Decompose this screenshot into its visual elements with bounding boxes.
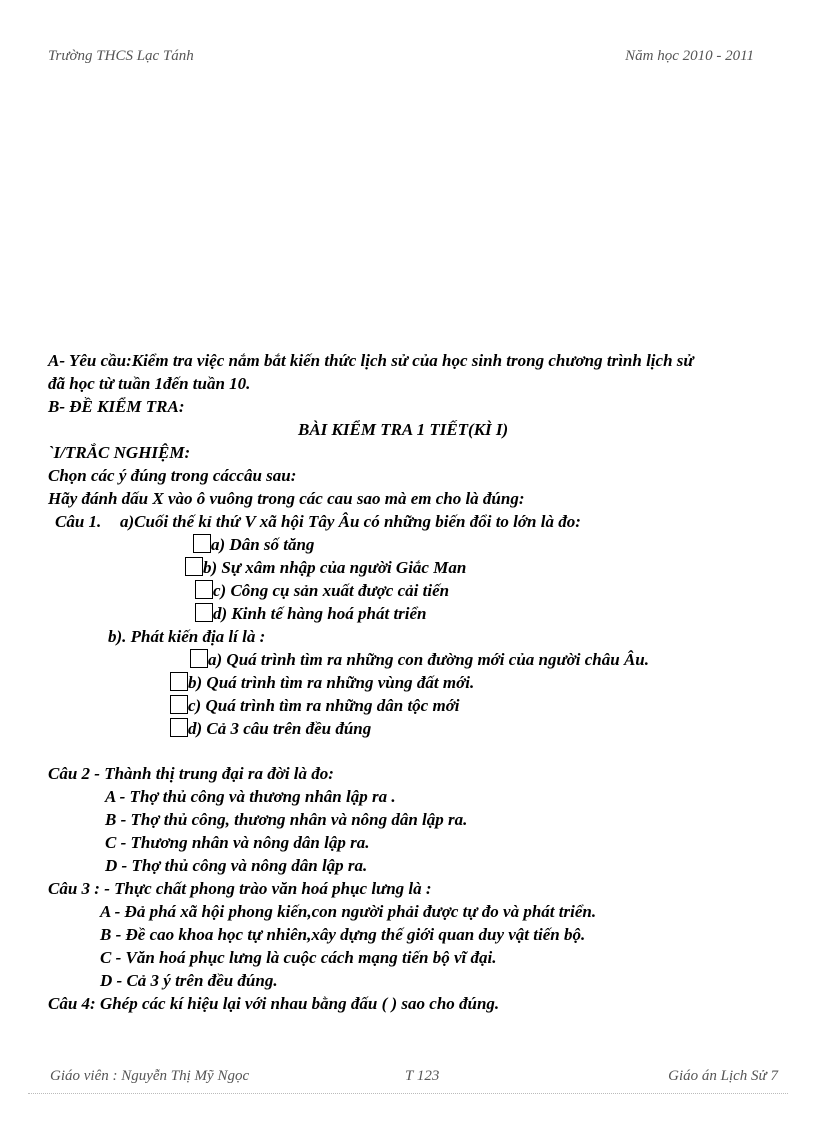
q1-part-a: a)Cuối thế kỉ thứ V xã hội Tây Âu có những biến đổi to lớn là đo: [120, 512, 581, 531]
q2-option-c: C - Thương nhân và nông dân lập ra. [105, 833, 370, 852]
teacher-name: Giáo viên : Nguyễn Thị Mỹ Ngọc [50, 1068, 250, 1084]
q2-label: Câu 2 - Thành thị trung đại ra đời là đo: [48, 764, 334, 783]
q2-option-a: A - Thợ thủ công và thương nhân lập ra . [105, 787, 396, 806]
requirement-line-1: A- Yêu cầu:Kiểm tra việc nắm bắt kiến thức lịch sử của học sinh trong chương trình lịch sử [48, 351, 694, 370]
q1-part-b: b). Phát kiến địa lí là : [108, 627, 266, 646]
q1a-option-b: b) Sự xâm nhập của người Giắc Man [185, 557, 466, 578]
q3-option-b: B - Đề cao khoa học tự nhiên,xây dựng thế giới quan duy vật tiến bộ. [100, 925, 586, 944]
checkbox-square[interactable] [190, 649, 208, 668]
q2-option-b: B - Thợ thủ công, thương nhân và nông dân lập ra. [105, 810, 468, 829]
q1a-option-c: c) Công cụ sản xuất được cải tiến [195, 580, 449, 601]
q1-label: Câu 1. [55, 512, 102, 531]
q4-label: Câu 4: Ghép các kí hiệu lại với nhau bằng đấu ( ) sao cho đúng. [48, 994, 500, 1013]
part-1-title: `I/TRẮC NGHIỆM: [48, 443, 191, 462]
section-b-title: B- ĐỀ KIỂM TRA: [48, 397, 185, 416]
q1b-option-a: a) Quá trình tìm ra những con đường mới của người châu Âu. [190, 649, 649, 670]
checkbox-square[interactable] [170, 672, 188, 691]
q3-label: Câu 3 : - Thực chất phong trào văn hoá phục lưng là : [48, 879, 432, 898]
school-year: Năm học 2010 - 2011 [625, 48, 754, 64]
q1b-option-d: d) Cả 3 câu trên đều đúng [170, 718, 371, 739]
checkbox-square[interactable] [195, 580, 213, 599]
checkbox-square[interactable] [170, 718, 188, 737]
checkbox-square[interactable] [193, 534, 211, 553]
checkbox-square[interactable] [185, 557, 203, 576]
q3-option-d: D - Cả 3 ý trên đều đúng. [100, 971, 278, 990]
footer-divider [28, 1093, 788, 1094]
q2-option-d: D - Thợ thủ công và nông dân lập ra. [105, 856, 368, 875]
requirement-line-2: đã học từ tuần 1đến tuần 10. [48, 374, 251, 393]
test-title: BÀI KIỂM TRA 1 TIẾT(KÌ I) [298, 420, 509, 439]
school-name: Trường THCS Lạc Tánh [48, 48, 194, 64]
page-number: T 123 [405, 1068, 440, 1084]
instruction-2: Hãy đánh dấu X vào ô vuông trong các cau sao mà em cho là đúng: [48, 489, 525, 508]
checkbox-square[interactable] [170, 695, 188, 714]
instruction-1: Chọn các ý đúng trong cáccâu sau: [48, 466, 297, 485]
q1b-option-b: b) Quá trình tìm ra những vùng đất mới. [170, 672, 474, 693]
checkbox-square[interactable] [195, 603, 213, 622]
q1a-option-d: d) Kinh tế hàng hoá phát triển [195, 603, 427, 624]
q3-option-a: A - Đả phá xã hội phong kiến,con người phải được tự đo và phát triển. [100, 902, 597, 921]
q3-option-c: C - Văn hoá phục lưng là cuộc cách mạng tiến bộ vĩ đại. [100, 948, 497, 967]
subject-label: Giáo án Lịch Sử 7 [668, 1068, 778, 1084]
q1a-option-a: a) Dân số tăng [193, 534, 314, 555]
q1b-option-c: c) Quá trình tìm ra những dân tộc mới [170, 695, 460, 716]
